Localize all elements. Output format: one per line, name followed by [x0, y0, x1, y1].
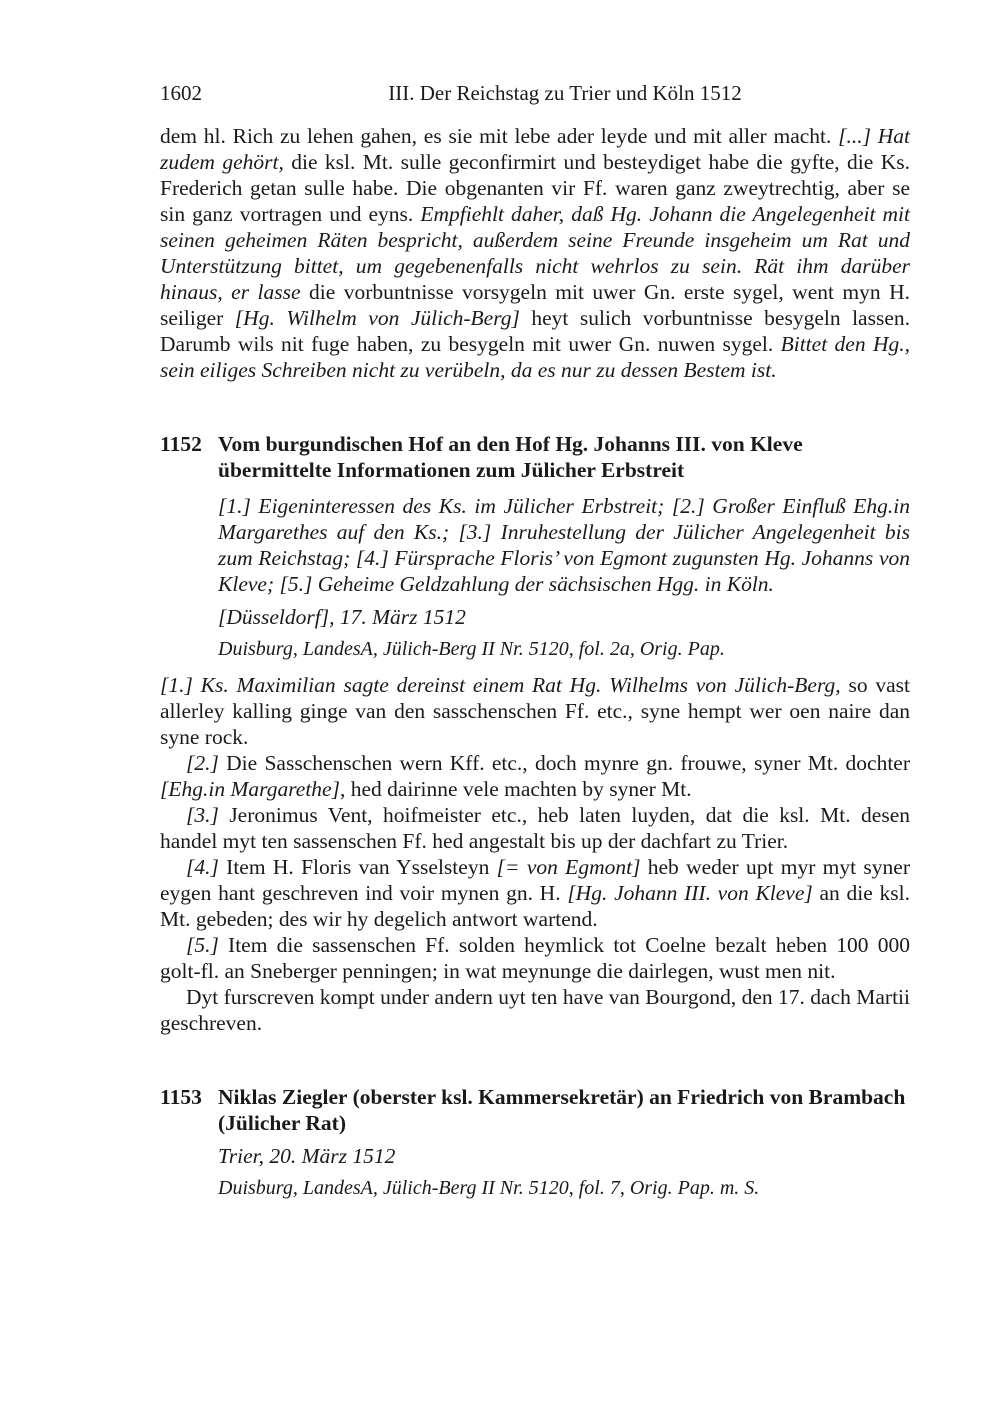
italic-run: [Hg. Wilhelm von Jülich-Berg] — [234, 306, 520, 330]
doc-1152-paragraph — [160, 750, 910, 802]
doc-1153-heading — [160, 1084, 910, 1136]
italic-run: [Hg. Johann III. von Kleve] — [567, 881, 813, 905]
doc-1152-paragraph — [160, 802, 910, 854]
doc-1152-number: 1152 — [160, 432, 202, 456]
doc-1153-apparatus — [160, 1143, 910, 1201]
doc-1152-title: Vom burgundischen Hof an den Hof Hg. Johanns III. von Kleve übermittelte Informationen zum Jülicher Erbstreit — [218, 432, 803, 482]
italic-run: Bittet den Hg., sein eiliges Schreiben nicht zu verübeln, da es nur zu dessen Bestem ist. — [160, 332, 910, 382]
italic-run: [Ehg.in Margarethe] — [160, 777, 340, 801]
text-run: Item H. Floris van Ysselsteyn — [218, 855, 497, 879]
italic-run: [5.] — [186, 933, 219, 957]
italic-run: [2.] — [186, 751, 219, 775]
page-number: 1602 — [160, 81, 202, 105]
doc-1152-paragraph — [160, 672, 910, 750]
italic-run: [...] Hat zudem gehört, — [160, 124, 910, 174]
text-run: die ksl. Mt. sulle geconfirmirt und besteydiget habe die gyfte, die Ks. Frederich getan sulle habe. Die obgenanten vir Ff. waren ganz zweytrechtig, aber se sin ganz vortragen und eyns. — [160, 150, 910, 226]
doc-1152-source: Duisburg, LandesA, Jülich-Berg II Nr. 5120, fol. 2a, Orig. Pap. — [218, 638, 725, 660]
doc-1152-paragraph — [160, 984, 910, 1036]
text-run: , hed dairinne vele machten by syner Mt. — [339, 777, 692, 801]
text-run: heb weder upt myr myt syner eygen hant geschreven ind voir mynen gn. H. — [160, 855, 911, 905]
text-run: die vorbuntnisse vorsygeln mit uwer Gn. erste sygel, went myn H. seiliger — [160, 280, 910, 330]
doc-1152-paragraph — [160, 932, 910, 984]
doc-1153-source: Duisburg, LandesA, Jülich-Berg II Nr. 5120, fol. 7, Orig. Pap. m. S. — [218, 1177, 760, 1199]
running-title: III. Der Reichstag zu Trier und Köln 1512 — [388, 81, 742, 105]
text-run: Jeronimus Vent, hoifmeister etc., heb laten luyden, dat die ksl. Mt. desen handel myt ten sassenschen Ff. hed angestalt bis up der dachfart zu Trier. — [160, 803, 910, 853]
doc-1153-place-date: Trier, 20. März 1512 — [218, 1144, 396, 1168]
italic-run: Empfiehlt daher, daß Hg. Johann die Angelegenheit mit seinen geheimen Räten bespricht, außerdem seine Freunde insgeheim um Rat und Unterstützung bittet, um gegebenenfalls nicht wehrlos zu sein. Rät ihm darüber hinaus, er lasse — [160, 202, 910, 304]
italic-run: [3.] — [186, 803, 219, 827]
text-run: Item die sassenschen Ff. solden heymlick tot Coelne bezalt heben 100 000 golt-fl. an Sneberger penningen; in wat meynunge die dairlegen, wust men nit. — [160, 933, 910, 983]
doc-1152-body — [160, 672, 910, 1036]
doc-1152-paragraph — [160, 854, 910, 932]
text-run: dem hl. Rich zu lehen gahen, es sie mit lebe ader leyde und mit aller macht. — [160, 124, 839, 148]
intro-paragraph — [160, 123, 910, 383]
doc-1153-number: 1153 — [160, 1085, 202, 1109]
doc-1152-apparatus — [160, 493, 910, 662]
italic-run: [1.] Ks. Maximilian sagte dereinst einem Rat Hg. Wilhelms von Jülich-Berg, — [160, 673, 841, 697]
doc-1152-heading — [160, 431, 910, 483]
italic-run: [= von Egmont] — [496, 855, 641, 879]
text-run: so vast allerley kalling ginge van den sasschenschen Ff. etc., syne hempt wer oen naire dan syne rock. — [160, 673, 910, 749]
text-run: an die ksl. Mt. gebeden; des wir hy degelich antwort wartend. — [160, 881, 910, 931]
doc-1152-regest: [1.] Eigeninteressen des Ks. im Jülicher Erbstreit; [2.] Großer Einfluß Ehg.in Margarethes auf den Ks.; [3.] Inruhestellung der Jülicher Angelegenheit bis zum Reichstag; [4.] Fürsprache Floris’ von Egmont zugunsten Hg. Johanns von Kleve; [5.] Geheime Geldzahlung der sächsischen Hgg. in Köln. — [218, 494, 910, 596]
text-run: Die Sasschenschen wern Kff. etc., doch mynre gn. frouwe, syner Mt. dochter — [218, 751, 910, 775]
italic-run: [4.] — [186, 855, 219, 879]
text-run: heyt sulich vorbuntnisse besygeln lassen. Darumb wils nit fuge haben, zu besygeln mit uwer Gn. nuwen sygel. — [160, 306, 910, 356]
doc-1153-title: Niklas Ziegler (oberster ksl. Kammersekretär) an Friedrich von Brambach (Jülicher Rat) — [218, 1085, 906, 1135]
page — [160, 78, 910, 1201]
running-head — [160, 78, 910, 108]
doc-1152-place-date: [Düsseldorf], 17. März 1512 — [218, 605, 466, 629]
text-run: Dyt furscreven kompt under andern uyt ten have van Bourgond, den 17. dach Martii geschreven. — [160, 985, 910, 1035]
